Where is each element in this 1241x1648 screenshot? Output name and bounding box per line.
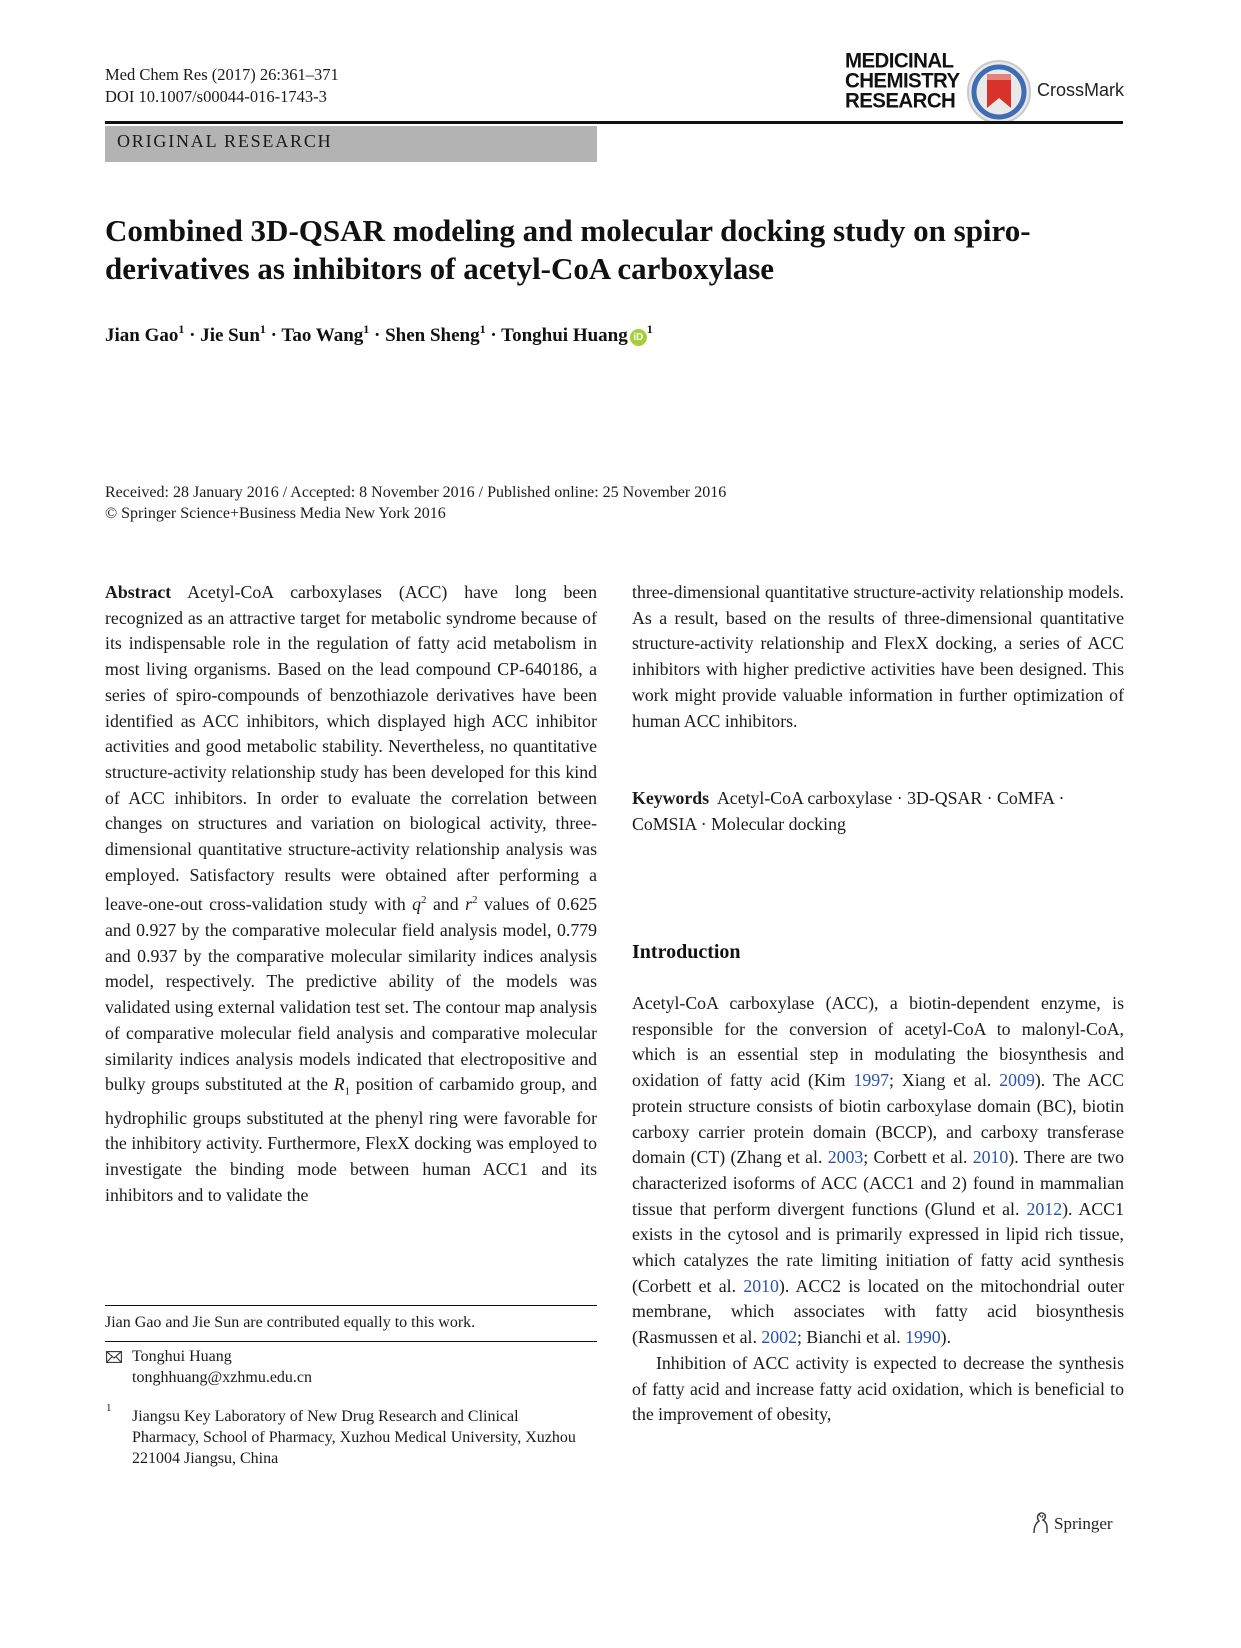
citation-link[interactable]: 2003 <box>827 1147 864 1168</box>
keyword-separator: · <box>700 813 707 834</box>
doi[interactable]: DOI 10.1007/s00044-016-1743-3 <box>105 87 327 106</box>
affiliation-number: 1 <box>106 1402 112 1414</box>
citation-link[interactable]: 2012 <box>1026 1198 1063 1219</box>
author-name[interactable]: Tonghui Huang <box>501 325 628 346</box>
author-separator: · <box>490 325 497 346</box>
corresponding-author: Tonghui Huang <box>132 1348 232 1365</box>
introduction-body <box>632 991 1124 1428</box>
keyword-separator: · <box>1058 788 1065 808</box>
abstract-continued: three-dimensional quantitative structure-activity relationship models. As a result, based on the results of three-dimensional quantitative structure-activity relationship and FlexX docking, a series of ACC inhibitors with higher predictive activities have been designed. This work might provide valuable information in further optimization of human ACC inhibitors. <box>632 582 1124 731</box>
springer-logo: Springer <box>1054 1514 1113 1533</box>
springer-horse-icon <box>1030 1511 1050 1535</box>
footnote-rule <box>105 1341 597 1342</box>
abstract-text: position of carbamido group, and hydrophilic groups substituted at the phenyl ring were favorable for the inhibitory activity. Furthermore, FlexX docking was employed to investigate the binding mode between human ACC1 and its inhibitors and to validate the <box>105 1074 597 1205</box>
author-list <box>105 322 653 347</box>
orcid-icon[interactable]: iD <box>630 329 647 346</box>
abstract-label: Abstract <box>105 582 172 602</box>
author-name[interactable]: Shen Sheng <box>385 325 480 346</box>
affiliation-mark: 1 <box>646 322 653 336</box>
affiliation: Jiangsu Key Laboratory of New Drug Research and Clinical Pharmacy, School of Pharmacy, Xuzhou Medical University, Xuzhou 221004 Jiangsu, China <box>132 1408 576 1467</box>
header-rule <box>105 121 1123 124</box>
affiliation-mark: 1 <box>259 322 266 336</box>
author-name[interactable]: Tao Wang <box>281 325 364 346</box>
citation-link[interactable]: 2010 <box>972 1147 1009 1168</box>
keyword: CoMFA <box>997 788 1055 808</box>
author-separator: · <box>270 325 277 346</box>
journal-logo-line: RESEARCH <box>845 88 956 113</box>
journal-logo-line: CHEMISTRY <box>845 68 960 93</box>
citation-link[interactable]: 2009 <box>999 1070 1035 1091</box>
citation-link[interactable]: 1997 <box>853 1070 889 1091</box>
keyword: CoMSIA <box>632 813 697 834</box>
corresponding-email[interactable]: tonghhuang@xzhmu.edu.cn <box>132 1369 313 1386</box>
author-separator: · <box>189 325 196 346</box>
affiliation-mark: 1 <box>178 322 185 336</box>
paragraph: Inhibition of ACC activity is expected to decrease the synthesis of fatty acid and increase fatty acid oxidation, which is beneficial to the improvement of obesity, <box>632 1352 1124 1425</box>
citation-link[interactable]: 2002 <box>761 1327 797 1348</box>
section-label: ORIGINAL RESEARCH <box>117 131 333 151</box>
r-symbol: r <box>465 894 472 915</box>
footnote-rule <box>105 1305 597 1306</box>
affiliation-mark: 1 <box>363 322 370 336</box>
keyword-separator: · <box>896 788 903 808</box>
journal-citation: Med Chem Res (2017) 26:361–371 <box>105 65 339 84</box>
superscript: 2 <box>471 894 478 907</box>
abstract <box>105 580 597 1208</box>
journal-logo-line: MEDICINAL <box>845 48 954 73</box>
abstract-text: and <box>432 894 459 915</box>
subscript: 1 <box>344 1085 351 1098</box>
crossmark-label[interactable]: CrossMark <box>1037 80 1125 100</box>
abstract-text: values of 0.625 and 0.927 by the comparative molecular field analysis model, 0.779 and 0.937 by the comparative molecular similarity indices analysis model, respectively. The predictive ability of the models was validated using external validation test set. The contour map analysis of comparative molecular field analysis and comparative molecular similarity indices analysis models indicated that electropositive and bulky groups substituted at the <box>105 894 597 1095</box>
superscript: 2 <box>421 894 427 907</box>
r1-symbol: R <box>333 1074 345 1095</box>
keyword-separator: · <box>986 788 993 808</box>
keyword: 3D-QSAR <box>907 788 983 808</box>
keywords-label: Keywords <box>632 788 710 808</box>
citation-link[interactable]: 2010 <box>743 1275 779 1296</box>
journal-logo <box>845 48 960 113</box>
article-title: Combined 3D-QSAR modeling and molecular docking study on spiro-derivatives as inhibitors of acetyl-CoA carboxylase <box>105 213 1031 286</box>
keyword: Molecular docking <box>711 813 846 834</box>
keywords <box>632 786 1124 837</box>
section-heading-introduction: Introduction <box>632 941 741 963</box>
equal-contribution-note: Jian Gao and Jie Sun are contributed equally to this work. <box>105 1314 476 1331</box>
keyword: Acetyl-CoA carboxylase <box>716 788 893 808</box>
author-name[interactable]: Jie Sun <box>200 325 260 346</box>
author-separator: · <box>374 325 381 346</box>
copyright: © Springer Science+Business Media New York 2016 <box>105 505 446 522</box>
paragraph: Acetyl-CoA carboxylase (ACC), a biotin-dependent enzyme, is responsible for the conversion of acetyl-CoA to malonyl-CoA, which is an essential step in modulating the biosynthesis and oxidation of fatty acid (Kim 1997; Xiang et al. 2009). The ACC protein structure consists of biotin carboxylase domain (BC), biotin carboxy carrier protein domain (BCCP), and carboxy transferase domain (CT) (Zhang et al. 2003; Corbett et al. 2010). There are two characterized isoforms of ACC (ACC1 and 2) found in mammalian tissue that perform divergent functions (Glund et al. 2012). ACC1 exists in the cytosol and is primarily expressed in lipid rich tissue, which catalyzes the rate limiting initiation of fatty acid synthesis (Corbett et al. 2010). ACC2 is located on the mitochondrial outer membrane, which associates with fatty acid biosynthesis (Rasmussen et al. 2002; Bianchi et al. 1990). <box>632 993 1125 1348</box>
author-name[interactable]: Jian Gao <box>105 325 179 346</box>
publication-dates: Received: 28 January 2016 / Accepted: 8 November 2016 / Published online: 25 November 2016 <box>105 484 727 501</box>
citation-link[interactable]: 1990 <box>905 1327 941 1348</box>
affiliation-mark: 1 <box>479 322 486 336</box>
crossmark-icon[interactable] <box>965 58 1033 126</box>
envelope-icon <box>106 1351 122 1363</box>
abstract-text: Acetyl-CoA carboxylases (ACC) have long been recognized as an attractive target for metabolic syndrome because of its indispensable role in the regulation of fatty acid metabolism in most living organisms. Based on the lead compound CP-640186, a series of spiro-compounds of benzothiazole derivatives have been identified as ACC inhibitors, which displayed high ACC inhibitor activities and good metabolic stability. Nevertheless, no quantitative structure-activity relationship study has been developed for this kind of ACC inhibitors. In order to evaluate the correlation between changes on structures and variation on biological activity, three-dimensional quantitative structure-activity relationship analysis was employed. Satisfactory results were obtained after performing a leave-one-out cross-validation study with <box>105 582 598 915</box>
q-symbol: q <box>412 894 422 915</box>
